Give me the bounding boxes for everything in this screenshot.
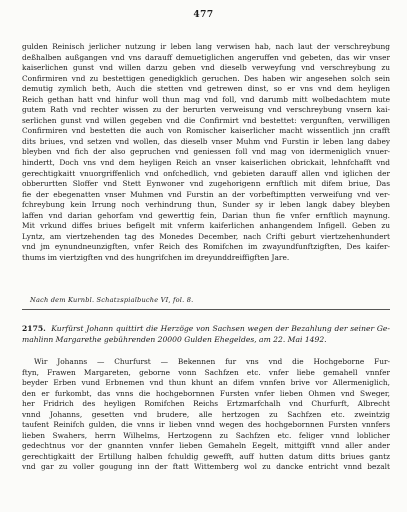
text-line: hindertt, Doch vns vnd dem heyligen Reich an vnser kaiserlichen obrickait, lehnfchafft vnd (22, 158, 390, 168)
text-line: vnd jm eynundneunzigften, vnfer Reich des Romifchen im zwayundfunftzigften, Des kaifer- (22, 242, 390, 252)
text-line: fchreybung kein Irrung noch verhindrung thun, Sunder sy ir leben langk dabey bleyben (22, 200, 390, 210)
text-line: beyder Erben vund Erbnemen vnd thun khunt an difem vnnfen brive vor Allermeniglich, (22, 378, 390, 388)
text-line: ftyn, Frawen Margareten, geborne vonn Sachfzen etc. vnfer liebe gemahell vnnfer (22, 367, 390, 377)
document-number: 2175. (22, 324, 46, 333)
text-line: vnnd Johanns, gesetten vnd brudere, alle hertzogen zu Sachfzen etc. zweintzig (22, 409, 390, 419)
source-note: Nach dem Kurnbl. Schatzspialbuche VI, fol. 8. (30, 296, 194, 304)
text-line: gedechtnus vor der gnannten vnnfer lieben Gemaheln Eegelt, mittgifft vnnd aller ander (22, 441, 390, 451)
text-line: Reich gethan hatt vnd hinfur woll thun mag vnd foll, vnd darumb mitt wolbedachtem mute (22, 94, 390, 104)
text-line: bleyben vnd fich der also gepruchen vnd geniessen foll vnd mag von idermeniglich vnuer- (22, 147, 390, 157)
text-line: Lyntz, am viertzehenden tag des Monedes December, nach Crifti geburt viertzehenhundert (22, 231, 390, 241)
text-line: Confirmiren vnd zu bestettigen genedigklich geruchen. Des haben wir angesehen solch sein (22, 73, 390, 83)
text-line: Wir Johanns — Churfurst — Bekennen fur vns vnd die Hochgeborne Fur- (34, 357, 390, 366)
text-line: fie der ebegenatten vnser Muhmen vnd Furstin an der vorbeftimptten verweifung vnd ver- (22, 189, 390, 199)
document-heading (22, 323, 390, 345)
section-divider (22, 309, 390, 310)
text-line: gulden Reinisch jerlicher nutzung ir leben lang verwisen hab, nach laut der verschreybung (22, 42, 390, 51)
text-line: deßhalben außgangen vnd vns darauff demuetiglichen angeruffen vnd gebeten, das wir vnser (22, 52, 390, 62)
text-line: Confirmiren vnd bestetten die auch von Romischer kaiserlicher macht wissentlich jnn crafft (22, 126, 390, 136)
text-line: thums im viertzigften vnd des hungrifchen im dreyunddreiffigften Jare. (22, 252, 290, 262)
paragraph-1 (22, 42, 390, 263)
heading-line (22, 323, 390, 334)
text-line: lieben Swahers, herrn Wilhelms, Hertzogenn zu Sachfzen etc. feliger vnnd loblicher (22, 430, 390, 440)
text-line: gutem Rath vnd rechter wissen zu der berurten verweisung vnd verschreybung vnsern kai- (22, 105, 390, 115)
heading-text: Kurfürst Johann quittirt die Herzöge von Sachsen wegen der Bezahlung der seiner Ge- (51, 324, 390, 333)
text-line: dits briues, vnd setzen vnd wollen, das dieselb vnser Muhm vnd Furstin ir leben lang dabey (22, 136, 390, 146)
text-line: taufent Reinifch gulden, die vnns ir lieben vnnd wegen des hochgebornnen Fursten vnnfers (22, 420, 390, 430)
text-line: serlichen gunst vnd willen gegeben vnd die Confirmirt vnd bestettet: vergunften, verwilligen (22, 115, 390, 125)
text-line: laffen vnd darian gehorfam vnd gewerttig fein, Darian thun fie vnfer ernftlich maynung. (22, 210, 390, 220)
text-line: her Fridrich des heyligen Romifchen Reichs Ertzmarfchalh vnd Churfurft, Albrecht (22, 399, 390, 409)
text-line: gerechtigkaitt der Ertillung halben fchuldig gewefft, auff hutten datum ditts briues gantz (22, 451, 390, 461)
heading-line: mahlinn Margarethe gebührenden 20000 Gulden Ehegeldes, am 22. Mai 1492. (22, 335, 327, 344)
text-line: kaiserlichen gunst vnd willen darzu geben vnd dieselb verweyfung vnd verschreybung zu (22, 63, 390, 73)
text-line: obberurtten Sloffer vnd Stett Eynwoner vnd zugehorigenn ernftlich mit difem briue, Das (22, 179, 390, 189)
page-number: 477 (193, 10, 214, 20)
text-line: vnd gar zu voller gougung inn der ftatt Wittemberg wol zu dancke entricht vnnd bezalt (22, 462, 390, 472)
paragraph-2 (22, 357, 390, 473)
text-line: den er furkombt, das vnns die hochgebornnen Fursten vnfer lieben Ohmen vnd Sweger, (22, 388, 390, 398)
text-line: gerechtigkaitt vnuorgriffenlich vnd onfchedlich, vnd gebieten darauff allen vnd iglichen der (22, 168, 390, 178)
text-line: Mit vrkund diffes briues befigelt mit vnferm kaiferlichen anhangendem Infigell. Geben zu (22, 221, 390, 231)
text-line: demutig zymlich beth, Auch die stetten vnd getrewen dinst, so er vns vnd dem heyligen (22, 84, 390, 94)
